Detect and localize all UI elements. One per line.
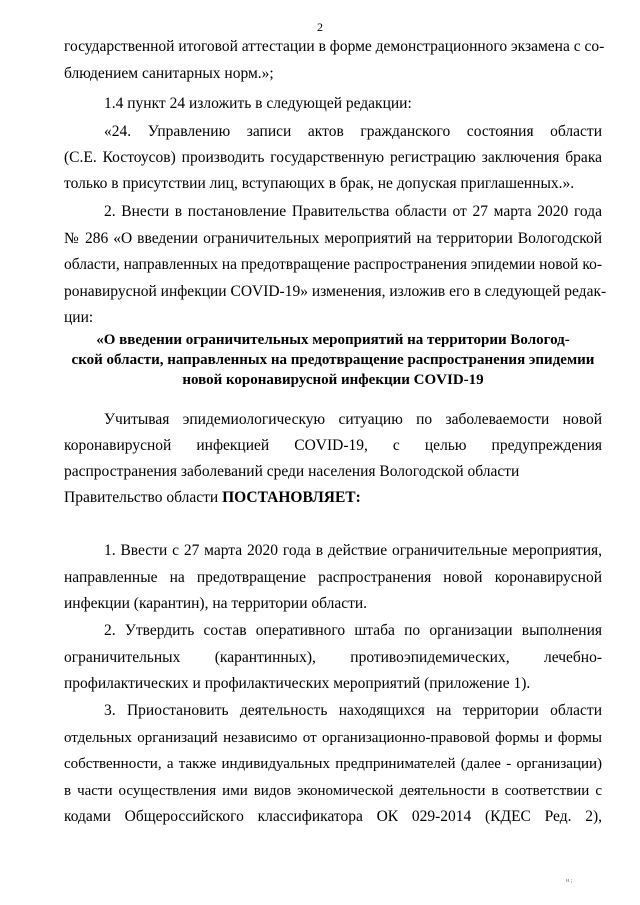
text-line: кодами Общероссийского классификатора ОК 029-2014 (КДЕС Ред. 2), <box>64 808 602 825</box>
text-line: государственной итоговой аттестации в форме демонстрационного экзамена с со- <box>64 38 605 55</box>
text-line: 2. Утвердить состав оперативного штаба по организации выполнения <box>104 622 602 639</box>
text-line: коронавирусной инфекцией COVID-19, с целью предупреждения <box>64 437 602 454</box>
text-line: 1. Ввести с 27 марта 2020 года в действие ограничительные мероприятия, <box>104 542 602 559</box>
heading-line: ской области, направленных на предотвращение распространения эпидемии <box>71 352 595 368</box>
text-line: 1.4 пункт 24 изложить в следующей редакции: <box>104 95 412 112</box>
text-line: (С.Е. Костоусов) производить государственную регистрацию заключения брака <box>64 149 602 166</box>
text-line: направленные на предотвращение распространения новой коронавирусной <box>64 569 602 586</box>
text-line: области, направленных на предотвращение распространения эпидемии новой ко- <box>64 256 602 273</box>
text-line: ции: <box>64 309 94 326</box>
text-line: в части осуществления ими видов экономической деятельности в соответствии с <box>64 783 602 799</box>
text-line: отдельных организаций независимо от организационно-правовой формы и формы <box>64 730 602 746</box>
text-line: инфекции (карантин), на территории области. <box>64 595 368 612</box>
text-line: ронавирусной инфекции COVID-19» изменения, изложив его в следующей редак- <box>64 283 607 300</box>
government-label: Правительство области <box>64 489 223 506</box>
text-line: 2. Внести в постановление Правительства области от 27 марта 2020 года <box>104 203 602 220</box>
text-line: «24. Управлению записи актов гражданского состояния области <box>104 123 602 140</box>
resolves-label: ПОСТАНОВЛЯЕТ: <box>222 489 361 506</box>
text-line: блюдением санитарных норм.»; <box>64 65 274 82</box>
text-line: собственности, а также индивидуальных предпринимателей (далее - организации) <box>64 756 602 772</box>
heading-line: новой коронавирусной инфекции COVID-19 <box>182 372 484 388</box>
text-line: ограничительных (карантинных), противоэпидемических, лечебно- <box>64 649 602 666</box>
text-line: профилактических и профилактических мероприятий (приложение 1). <box>64 675 531 692</box>
text-line <box>64 488 602 508</box>
text-line: распространения заболеваний среди населения Вологодской области <box>64 463 520 480</box>
text-line: № 286 «О введении ограничительных мероприятий на территории Вологодской <box>64 230 602 247</box>
page-number: 2 <box>317 20 323 34</box>
scan-mark: н ; <box>566 878 573 884</box>
text-line: только в присутствии лиц, вступающих в брак, не допуская приглашенных.». <box>64 175 575 192</box>
heading-line: «О введении ограничительных мероприятий на территории Вологод- <box>96 332 570 348</box>
text-line: 3. Приостановить деятельность находящихся на территории области <box>104 702 602 719</box>
text-line: Учитывая эпидемиологическую ситуацию по заболеваемости новой <box>104 411 602 428</box>
